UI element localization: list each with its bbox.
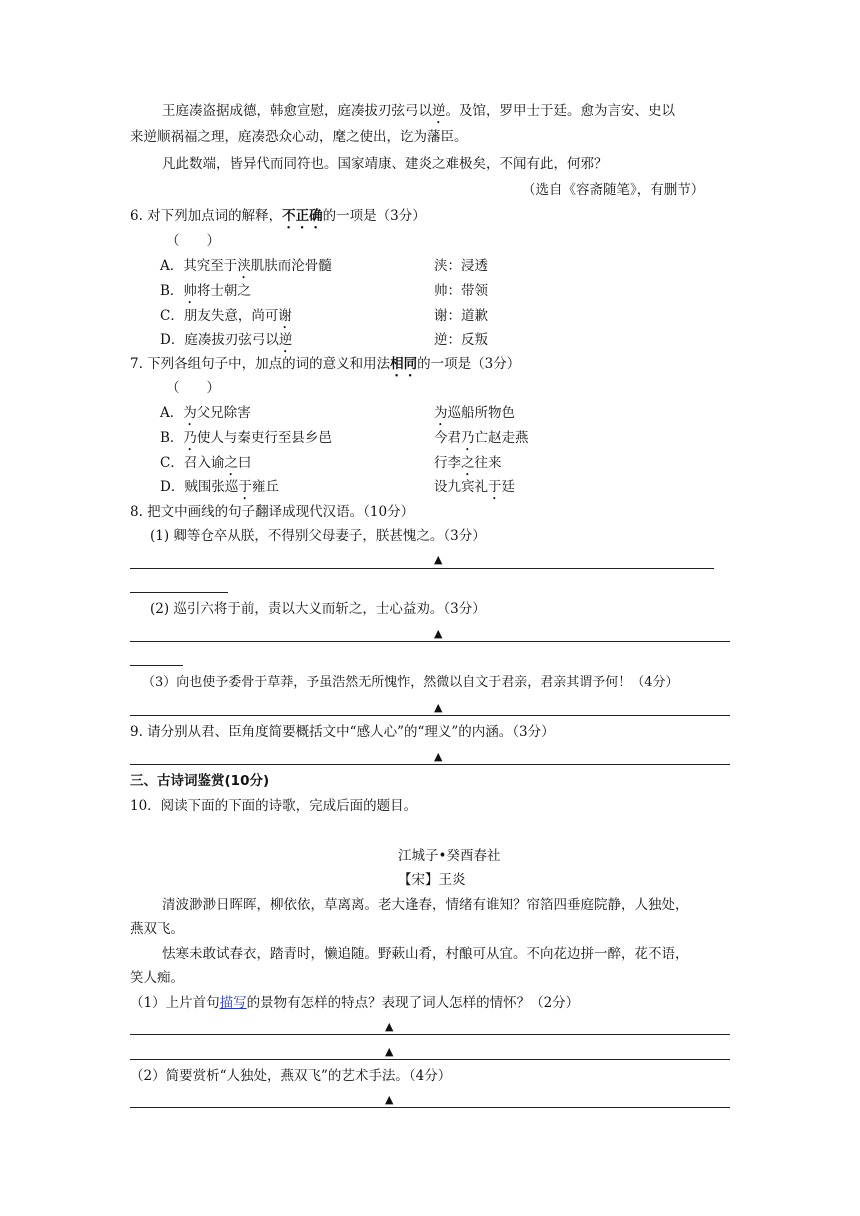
stem-text: 的一项是（3分） — [417, 356, 521, 372]
passage-line: 凡此数端，皆异代而同符也。国家靖康、建炎之难极矣，不闻有此，何邪？ — [162, 156, 608, 172]
q7-option-a-right — [434, 403, 515, 429]
answer-marker: ▲ — [385, 1093, 394, 1106]
q6-option-c — [160, 306, 292, 332]
answer-paren: （ ） — [166, 233, 220, 249]
answer-line[interactable] — [130, 641, 730, 642]
q10-stem: 10．阅读下面的下面的诗歌，完成后面的题目。 — [130, 798, 418, 814]
option-text: 使人与秦吏行至县乡邑 — [196, 430, 332, 446]
stem-text: 的一项是（3分） — [322, 208, 426, 224]
q9-stem: 9. 请分别从君、臣角度简要概括文中“感人心”的“理义”的内涵。（3分） — [130, 724, 555, 740]
question-text: 的景物有怎样的特点？表现了词人怎样的情怀？（2分） — [246, 995, 580, 1011]
q6-explanation-d: 逆：反叛 — [434, 332, 488, 348]
passage-line — [162, 101, 675, 127]
answer-marker: ▲ — [434, 701, 443, 714]
link-miaoxie[interactable]: 描写 — [219, 995, 247, 1011]
dotted-word: 逆 — [278, 332, 293, 348]
q8-sentence-1: (1) 卿等仓卒从朕，不得别父母妻子，朕甚愧之。（3分） — [150, 528, 486, 544]
q6-option-d — [160, 330, 292, 356]
q7-option-b-right — [434, 428, 529, 454]
option-text: A．其究至于 — [160, 258, 238, 274]
answer-marker: ▲ — [385, 1045, 394, 1058]
emphasis-word: 相同 — [390, 356, 418, 372]
answer-line[interactable] — [130, 592, 228, 593]
poem-line: 笑人痴。 — [130, 970, 184, 986]
dotted-word: 逆 — [432, 103, 446, 119]
passage-text: 。及馆，罗甲士于廷。愈为言安、史以 — [445, 103, 675, 119]
option-text: D．庭凑拔刃弦弓以 — [160, 332, 279, 348]
dotted-word: 于 — [238, 479, 252, 495]
option-text: 亡赵走燕 — [474, 430, 529, 446]
dotted-word: 乃 — [461, 430, 475, 446]
dotted-word: 帅 — [183, 283, 197, 299]
answer-marker: ▲ — [385, 1020, 394, 1033]
answer-paren: （ ） — [166, 380, 220, 396]
stem-text: 6. 对下列加点词的解释， — [130, 208, 283, 224]
option-text: 雍丘 — [251, 479, 279, 495]
answer-line[interactable] — [130, 665, 183, 666]
q6-explanation-a: 浃：浸透 — [434, 258, 488, 274]
q10-part-2: （2）简要赏析“人独处，燕双飞”的艺术手法。（4分） — [130, 1068, 452, 1084]
poem-author: 【宋】王炎 — [398, 872, 466, 888]
option-text: 曰 — [237, 455, 252, 471]
option-text: 往来 — [474, 455, 502, 471]
q7-option-c-right — [434, 453, 502, 479]
option-text: C．朋友失意，尚可 — [160, 308, 279, 324]
dotted-word: 之 — [224, 455, 238, 471]
option-text: 行李 — [434, 455, 461, 471]
option-text: 设九宾礼 — [434, 479, 488, 495]
dotted-word: 为 — [183, 405, 197, 421]
q7-option-d-left — [160, 477, 279, 503]
q6-option-b — [160, 281, 251, 307]
option-text: 将士朝之 — [196, 283, 251, 299]
q10-part-1 — [130, 993, 579, 1013]
q8-sentence-3: （3）向也使予委骨于草莽，予虽浩然无所愧怍，然微以自文于君亲，君亲其谓予何！（4分） — [142, 675, 679, 690]
source-note: （选自《容斋随笔》，有删节） — [522, 182, 705, 198]
poem-line: 怯寒未敢试春衣，踏青时，懒追随。野蔌山肴，村酿可从宜。不向花边拼一醉，花不语， — [162, 946, 689, 962]
q6-stem — [130, 206, 426, 232]
q7-option-a-left — [160, 403, 251, 429]
answer-line[interactable] — [130, 568, 714, 569]
answer-marker: ▲ — [434, 750, 443, 763]
q6-explanation-c: 谢：道歉 — [434, 308, 488, 324]
passage-line: 来逆顺祸福之理，庭凑恐众心动，麾之使出，讫为藩臣。 — [130, 129, 468, 145]
stem-text: 7. 下列各组句子中，加点的词的意义和用法 — [130, 356, 391, 372]
answer-marker: ▲ — [434, 553, 443, 566]
option-text: 父兄除害 — [196, 405, 251, 421]
poem-line: 清波渺渺日晖晖，柳依依，草离离。老大逢春，情绪有谁知？帘箔四垂庭院静，人独处， — [162, 897, 689, 913]
q8-stem: 8. 把文中画线的句子翻译成现代汉语。（10分） — [130, 504, 415, 520]
poem-title: 江城子•癸酉春社 — [398, 848, 501, 864]
q6-explanation-b: 帅：带领 — [434, 283, 488, 299]
dotted-word: 为 — [434, 405, 448, 421]
option-text: 肌肤而沦骨髓 — [250, 258, 332, 274]
option-text: B． — [160, 430, 184, 446]
question-text: （1）上片首句 — [130, 995, 220, 1011]
option-text: 今君 — [434, 430, 461, 446]
option-text: 廷 — [501, 479, 515, 495]
q6-option-a — [160, 256, 332, 282]
emphasis-word: 不正确 — [282, 208, 323, 224]
q7-stem — [130, 354, 520, 380]
q7-option-d-right — [434, 477, 515, 503]
dotted-word: 乃 — [183, 430, 197, 446]
passage-text: 王庭凑盗据成德，韩愈宣慰，庭凑拔刃弦弓以 — [162, 103, 432, 119]
option-text: C．召入谕 — [160, 455, 225, 471]
section-heading: 三、古诗词鉴赏(10分) — [130, 773, 270, 789]
dotted-word: 之 — [461, 455, 475, 471]
q7-option-c-left — [160, 453, 251, 479]
option-text: A． — [160, 405, 184, 421]
dotted-word: 浃 — [237, 258, 251, 274]
option-text: 巡船所物色 — [447, 405, 515, 421]
dotted-word: 于 — [488, 479, 502, 495]
answer-marker: ▲ — [434, 627, 443, 640]
answer-line[interactable] — [130, 1107, 730, 1108]
q8-sentence-2: (2) 巡引六将于前，责以大义而斩之，士心益劝。（3分） — [150, 601, 486, 617]
answer-line[interactable] — [130, 1034, 730, 1035]
q7-option-b-left — [160, 428, 332, 454]
answer-line[interactable] — [130, 764, 730, 765]
answer-line[interactable] — [130, 715, 730, 716]
option-text: B． — [160, 283, 184, 299]
poem-line: 燕双飞。 — [130, 921, 184, 937]
option-text: D．贼围张巡 — [160, 479, 239, 495]
answer-line[interactable] — [130, 1059, 730, 1060]
dotted-word: 谢 — [278, 308, 292, 324]
